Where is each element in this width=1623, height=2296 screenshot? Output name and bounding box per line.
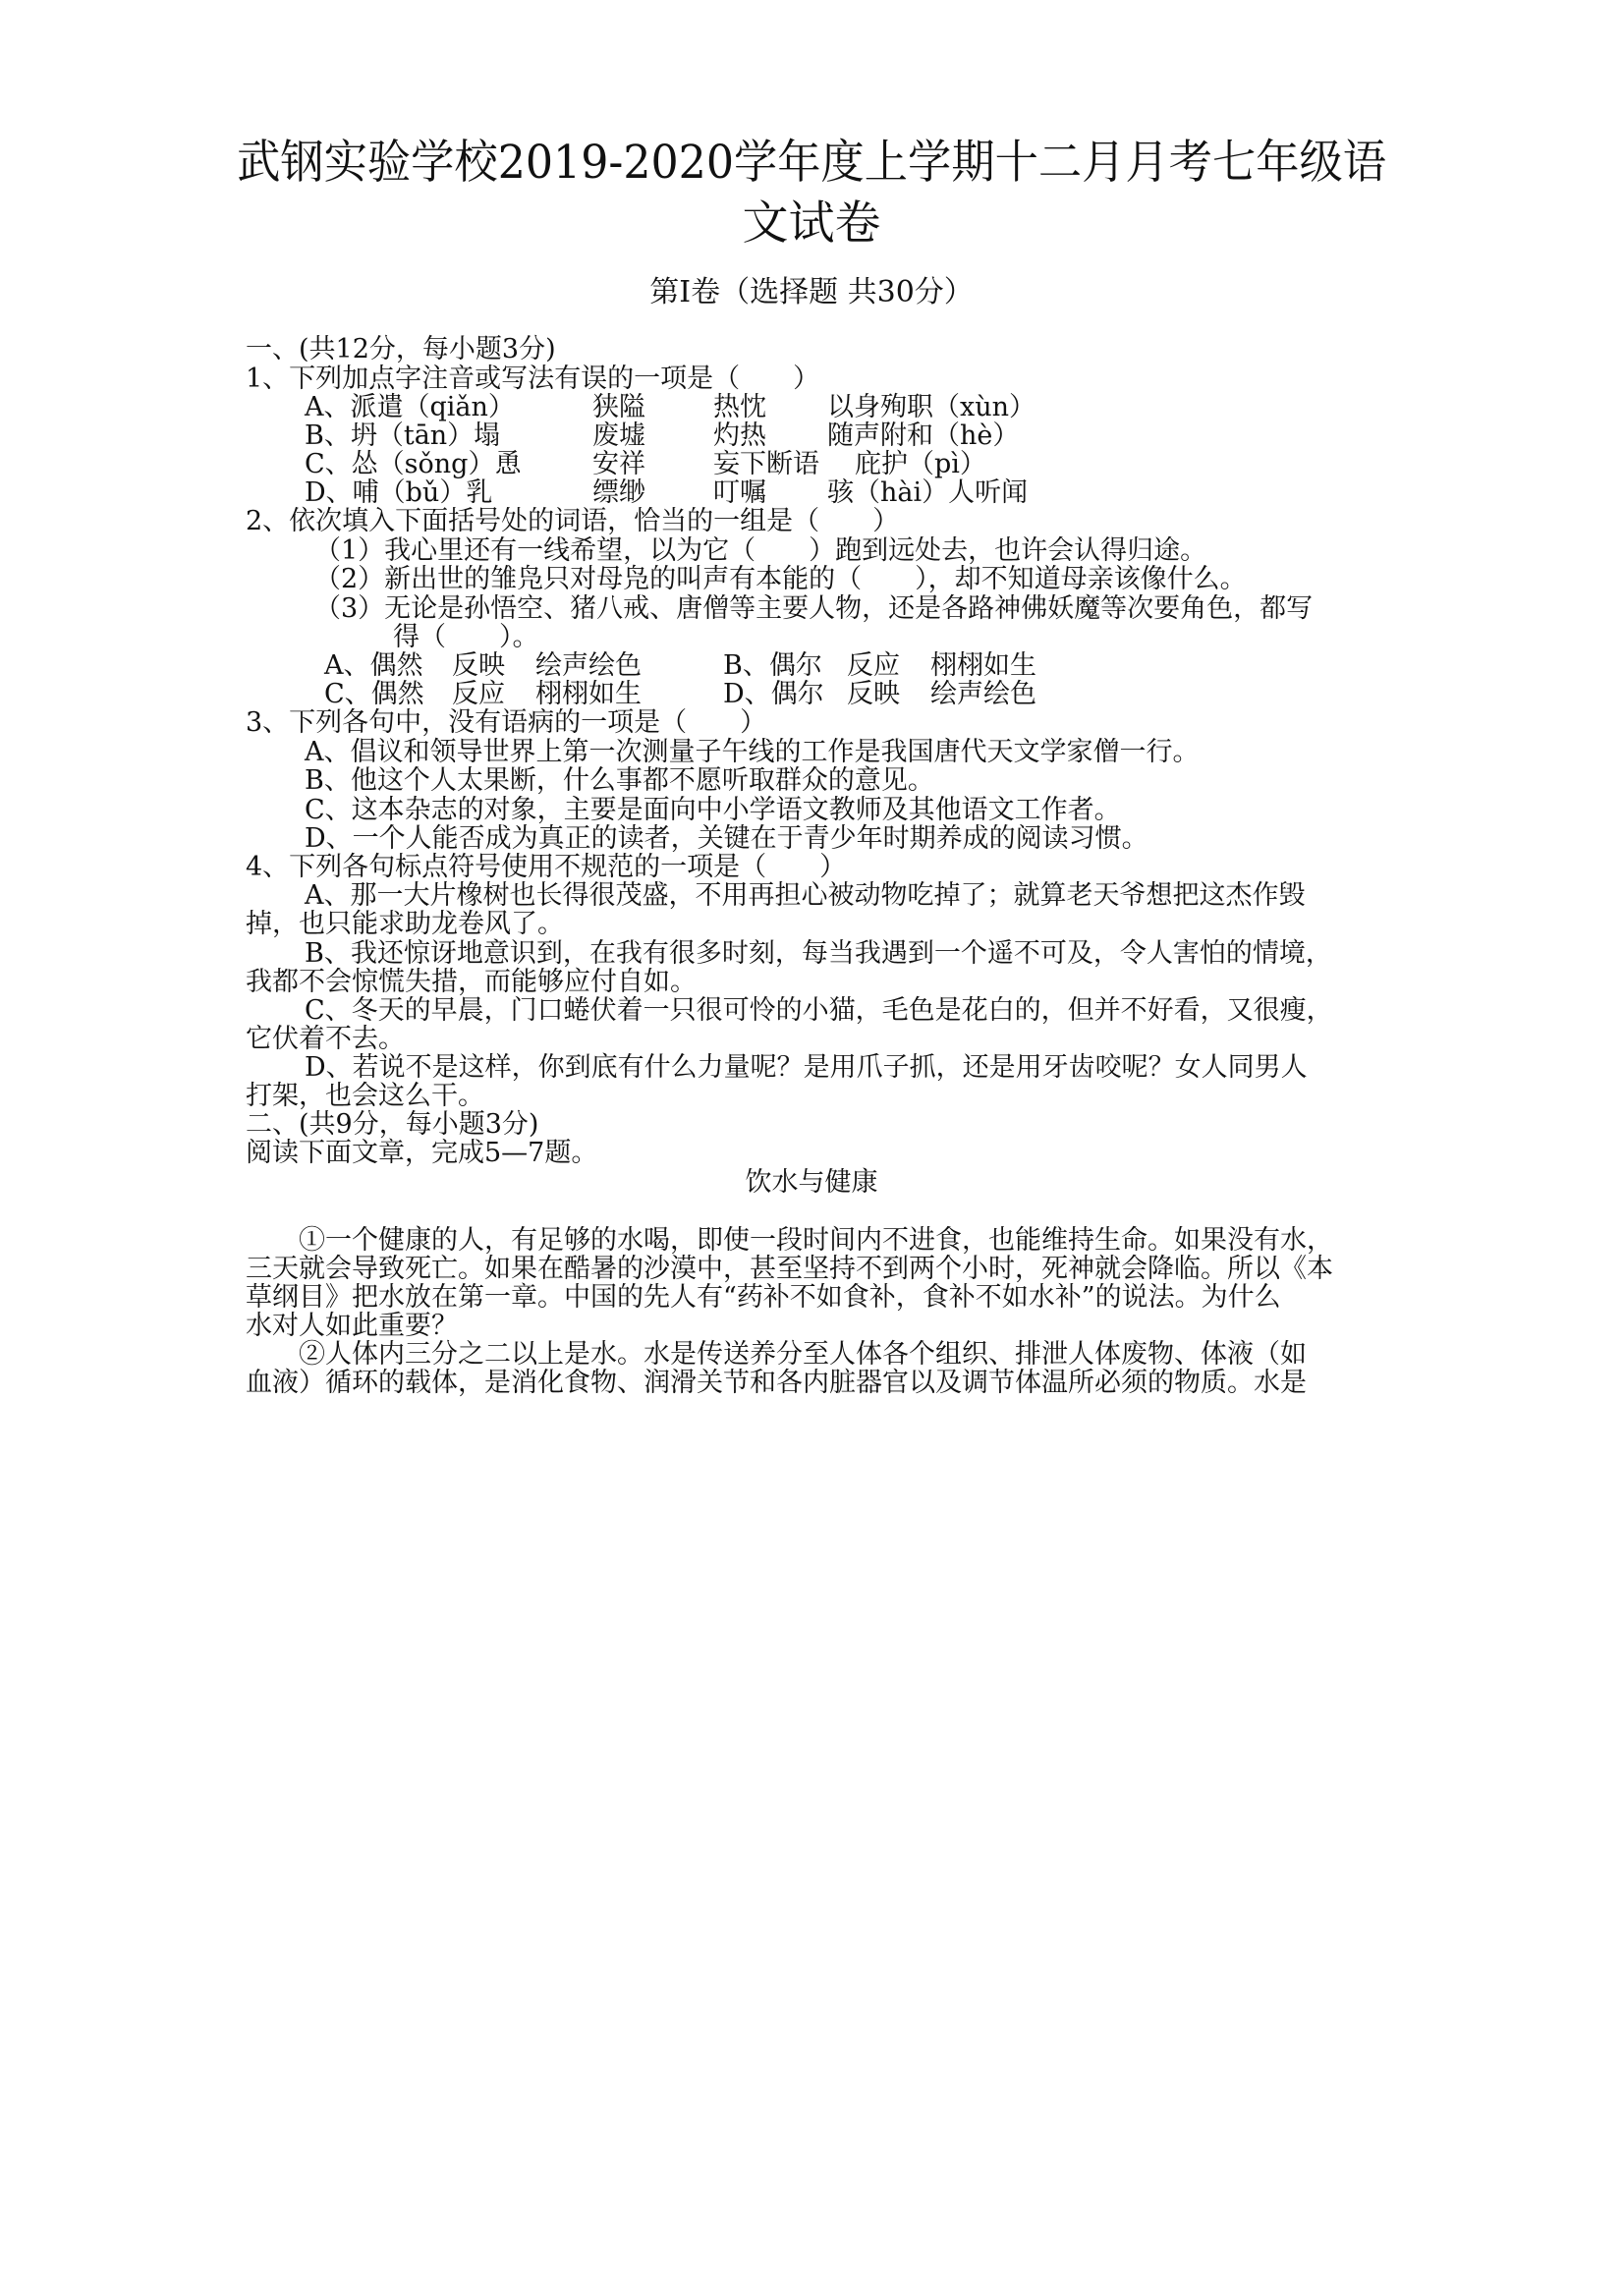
- q1-b-item4: 随声附和（hè）: [827, 420, 1020, 451]
- q2-c-word3: 栩栩如生: [535, 679, 642, 709]
- q1-c-item1: C、怂（sǒng）恿: [305, 449, 522, 479]
- q2-stem: 2、依次填入下面括号处的词语，恰当的一组是（ ）: [246, 506, 900, 536]
- q2-d-word1: D、偶尔: [723, 679, 824, 709]
- q1-c-item4: 庇护（pì）: [855, 449, 986, 479]
- q2-sentence-1: （1）我心里还有一线希望，以为它（ ）跑到远处去，也许会认得归途。: [314, 535, 1207, 566]
- q4-option-c-line1: C、冬天的早晨，门口蜷伏着一只很可怜的小猫，毛色是花白的，但并不好看，又很瘦，: [305, 995, 1333, 1026]
- q1-d-item4: 骇（hài）人听闻: [827, 477, 1029, 508]
- q2-sentence-3a: （3）无论是孙悟空、猪八戒、唐僧等主要人物，还是各路神佛妖魔等次要角色，都写: [314, 593, 1314, 624]
- paragraph-1-line: 三天就会导致死亡。如果在酷暑的沙漠中，甚至坚持不到两个小时，死神就会降临。所以《本: [246, 1254, 1333, 1284]
- q1-d-item1: D、哺（bǔ）乳: [305, 477, 493, 508]
- q1-a-item4: 以身殉职（xùn）: [827, 392, 1036, 422]
- q2-c-word1: C、偶然: [324, 679, 424, 709]
- q4-option-d-line1: D、若说不是这样，你到底有什么力量呢？是用爪子抓，还是用牙齿咬呢？女人同男人: [305, 1052, 1308, 1083]
- q4-option-b-line1: B、我还惊讶地意识到，在我有很多时刻，每当我遇到一个遥不可及，令人害怕的情境，: [305, 938, 1332, 969]
- paragraph-1-line: ①一个健康的人，有足够的水喝，即使一段时间内不进食，也能维持生命。如果没有水，: [299, 1225, 1333, 1256]
- q2-b-word3: 栩栩如生: [930, 650, 1036, 681]
- q1-stem: 1、下列加点字注音或写法有误的一项是（ ）: [246, 364, 820, 394]
- paragraph-1-line: 水对人如此重要？: [246, 1311, 458, 1341]
- article-title: 饮水与健康: [745, 1167, 878, 1198]
- q4-stem: 4、下列各句标点符号使用不规范的一项是（ ）: [246, 852, 847, 882]
- q3-option-b: B、他这个人太果断，什么事都不愿听取群众的意见。: [305, 765, 934, 796]
- q1-c-item2: 安祥: [592, 449, 645, 479]
- exam-title-line2: 文试卷: [742, 196, 881, 251]
- exam-title-line1: 武钢实验学校2019-2020学年度上学期十二月月考七年级语: [237, 136, 1386, 190]
- paragraph-2-line: 血液）循环的载体，是消化食物、润滑关节和各内脏器官以及调节体温所必须的物质。水是: [246, 1368, 1307, 1398]
- q4-option-a-line1: A、那一大片橡树也长得很茂盛，不用再担心被动物吃掉了；就算老天爷想把这杰作毁: [305, 880, 1306, 911]
- q3-option-c: C、这本杂志的对象，主要是面向中小学语文教师及其他语文工作者。: [305, 795, 1121, 825]
- q2-b-word1: B、偶尔: [723, 650, 822, 681]
- q1-b-item1: B、坍（tān）塌: [305, 420, 501, 451]
- paragraph-2-line: ②人体内三分之二以上是水。水是传送养分至人体各个组织、排泄人体废物、体液（如: [299, 1339, 1307, 1370]
- q4-option-b-line2: 我都不会惊慌失措，而能够应付自如。: [246, 967, 697, 997]
- q2-d-word2: 反映: [847, 679, 900, 709]
- q2-sentence-2: （2）新出世的雏凫只对母凫的叫声有本能的（ ），却不知道母亲该像什么。: [314, 564, 1247, 594]
- q2-b-word2: 反应: [847, 650, 900, 681]
- q2-a-word1: A、偶然: [324, 650, 423, 681]
- q2-a-word3: 绘声绘色: [535, 650, 642, 681]
- q1-a-item3: 热忱: [713, 392, 766, 422]
- q1-b-item3: 灼热: [713, 420, 766, 451]
- q2-c-word2: 反应: [452, 679, 505, 709]
- section1-heading: 一、(共12分，每小题3分): [246, 334, 556, 364]
- q1-d-item2: 缥缈: [592, 477, 645, 508]
- q3-option-a: A、倡议和领导世界上第一次测量子午线的工作是我国唐代天文学家僧一行。: [305, 737, 1200, 767]
- q2-a-word2: 反映: [452, 650, 505, 681]
- q1-b-item2: 废墟: [592, 420, 645, 451]
- q1-a-item1: A、派遣（qiǎn）: [305, 392, 515, 422]
- q3-option-d: D、一个人能否成为真正的读者，关键在于青少年时期养成的阅读习惯。: [305, 823, 1148, 854]
- section2-heading: 二、(共9分，每小题3分): [246, 1109, 539, 1140]
- q2-sentence-3b: 得（ ）。: [393, 622, 539, 652]
- part1-heading: 第Ⅰ卷（选择题 共30分）: [649, 275, 974, 309]
- q1-c-item3: 妄下断语: [713, 449, 819, 479]
- q4-option-d-line2: 打架，也会这么干。: [246, 1081, 484, 1111]
- q3-stem: 3、下列各句中，没有语病的一项是（ ）: [246, 707, 767, 738]
- paragraph-1-line: 草纲目》把水放在第一章。中国的先人有“药补不如食补，食补不如水补”的说法。为什么: [246, 1282, 1281, 1313]
- q4-option-c-line2: 它伏着不去。: [246, 1024, 405, 1054]
- q2-d-word3: 绘声绘色: [930, 679, 1036, 709]
- q1-a-item2: 狭隘: [592, 392, 645, 422]
- q1-d-item3: 叮嘱: [713, 477, 766, 508]
- reading-instruction: 阅读下面文章，完成5—7题。: [246, 1138, 598, 1168]
- q4-option-a-line2: 掉，也只能求助龙卷风了。: [246, 909, 564, 939]
